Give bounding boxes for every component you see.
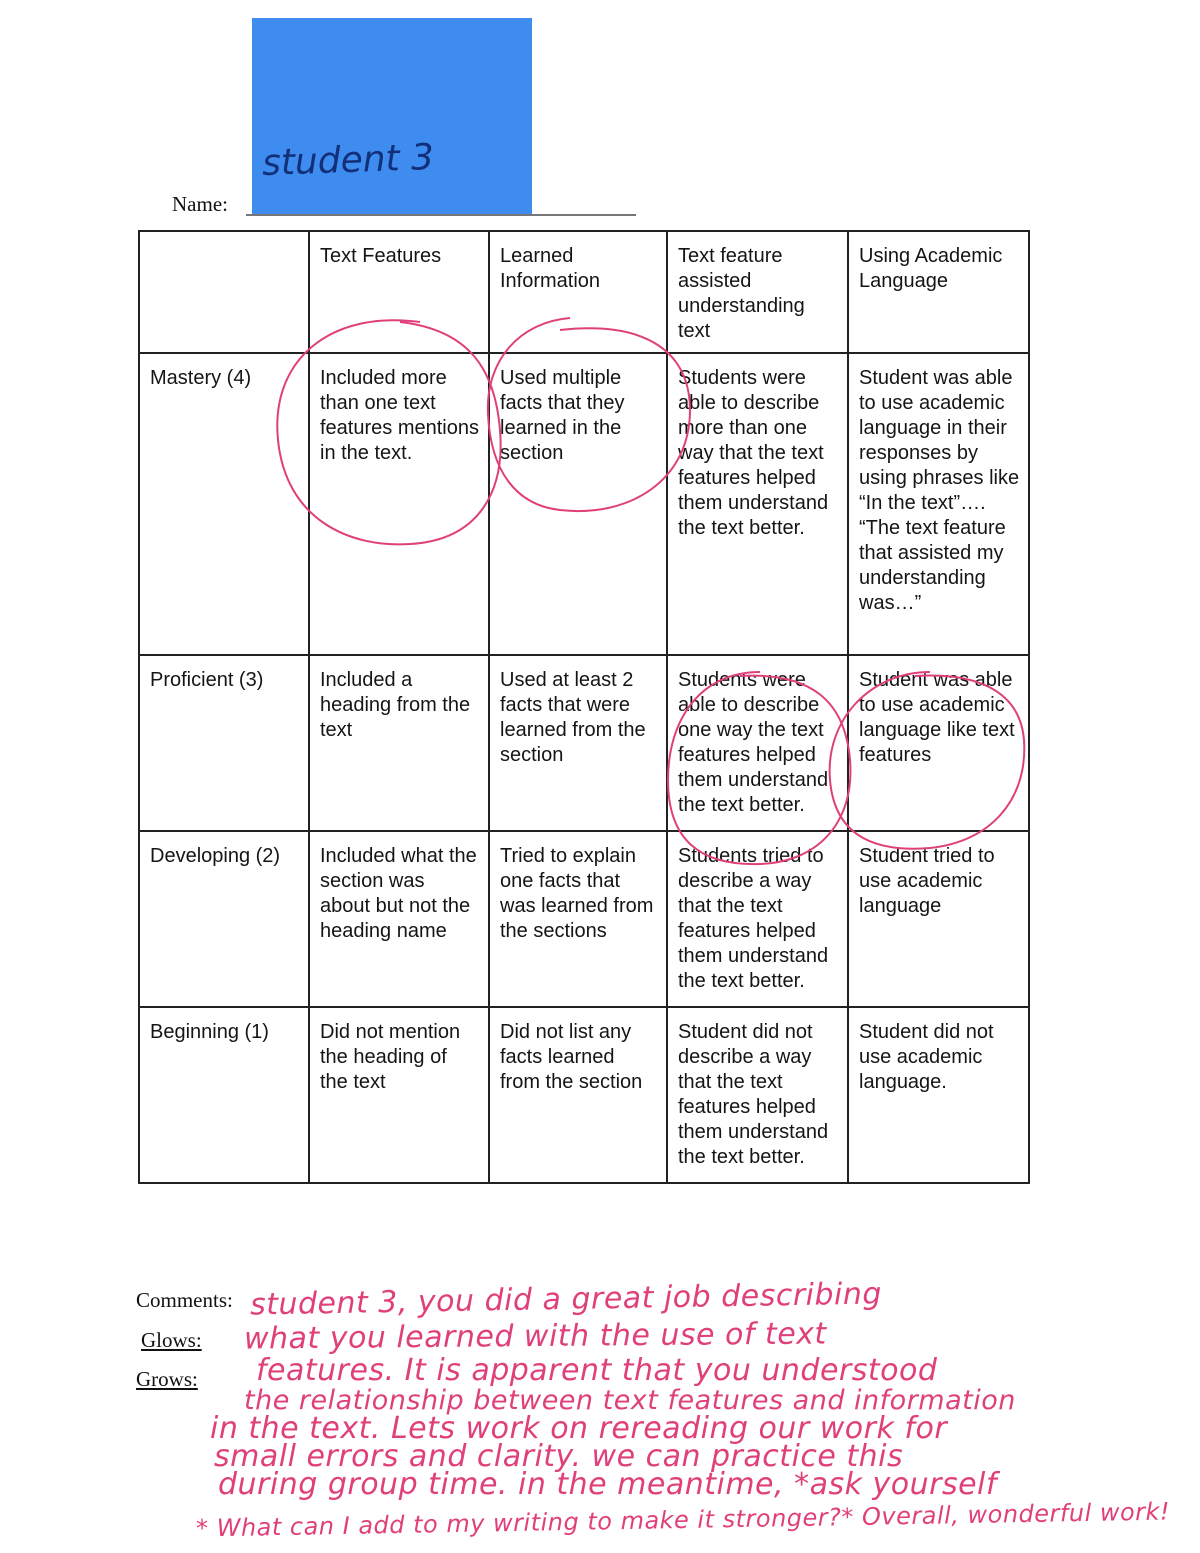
header-text-features: Text Features bbox=[309, 231, 489, 353]
rubric-cell: Student was able to use academic language in their responses by using phrases like “In the text”…. “The text feature that assisted my understanding was…” bbox=[848, 353, 1029, 655]
rubric-cell: Included more than one text features mentions in the text. bbox=[309, 353, 489, 655]
sticky-note bbox=[252, 18, 532, 216]
rubric-cell: Used multiple facts that they learned in the section bbox=[489, 353, 667, 655]
name-line bbox=[246, 214, 636, 216]
rubric-header-row bbox=[139, 231, 1029, 353]
handwritten-comment-line: during group time. in the meantime, *ask yourself bbox=[218, 1467, 997, 1502]
sticky-note-text: student 3 bbox=[261, 137, 435, 184]
grows-label: Grows: bbox=[136, 1367, 198, 1391]
handwritten-comment-line: the relationship between text features and information bbox=[244, 1385, 1016, 1416]
rubric-cell: Students were able to describe more than one way that the text features helped them understand the text better. bbox=[667, 353, 848, 655]
glows-label: Glows: bbox=[141, 1328, 202, 1352]
rubric-cell: Included what the section was about but not the heading name bbox=[309, 831, 489, 1007]
rubric-cell: Student tried to use academic language bbox=[848, 831, 1029, 1007]
rubric-cell: Did not mention the heading of the text bbox=[309, 1007, 489, 1183]
comments-label: Comments: bbox=[136, 1288, 233, 1312]
rubric-row-developing bbox=[139, 831, 1029, 1007]
level-label: Mastery (4) bbox=[139, 353, 309, 655]
header-text-feature-assisted: Text feature assisted understanding text bbox=[667, 231, 848, 353]
handwritten-comment-line: features. It is apparent that you understood bbox=[256, 1353, 938, 1388]
rubric-cell: Did not list any facts learned from the section bbox=[489, 1007, 667, 1183]
rubric-cell: Included a heading from the text bbox=[309, 655, 489, 831]
level-label: Developing (2) bbox=[139, 831, 309, 1007]
handwritten-comment-line: in the text. Lets work on rereading our work for bbox=[210, 1411, 948, 1446]
rubric-cell: Student did not describe a way that the text features helped them understand the text better. bbox=[667, 1007, 848, 1183]
rubric-row-proficient bbox=[139, 655, 1029, 831]
rubric-cell: Students were able to describe one way the text features helped them understand the text better. bbox=[667, 655, 848, 831]
rubric-cell: Student was able to use academic language like text features bbox=[848, 655, 1029, 831]
level-label: Beginning (1) bbox=[139, 1007, 309, 1183]
rubric-cell: Students tried to describe a way that the text features helped them understand the text better. bbox=[667, 831, 848, 1007]
header-corner bbox=[139, 231, 309, 353]
rubric-cell: Tried to explain one facts that was learned from the sections bbox=[489, 831, 667, 1007]
rubric-row-beginning bbox=[139, 1007, 1029, 1183]
name-label: Name: bbox=[172, 192, 228, 216]
header-learned-information: Learned Information bbox=[489, 231, 667, 353]
header-academic-language: Using Academic Language bbox=[848, 231, 1029, 353]
level-label: Proficient (3) bbox=[139, 655, 309, 831]
handwritten-comment-line: what you learned with the use of text bbox=[243, 1316, 827, 1357]
rubric-cell: Student did not use academic language. bbox=[848, 1007, 1029, 1183]
handwritten-comment-line: small errors and clarity. we can practice this bbox=[214, 1439, 904, 1474]
rubric-cell: Used at least 2 facts that were learned from the section bbox=[489, 655, 667, 831]
rubric-table bbox=[138, 230, 1030, 1184]
rubric-row-mastery bbox=[139, 353, 1029, 655]
handwritten-comment-line: student 3, you did a great job describing bbox=[249, 1276, 883, 1323]
handwritten-comment-line: * What can I add to my writing to make it stronger?* Overall, wonderful work! bbox=[195, 1497, 1171, 1543]
